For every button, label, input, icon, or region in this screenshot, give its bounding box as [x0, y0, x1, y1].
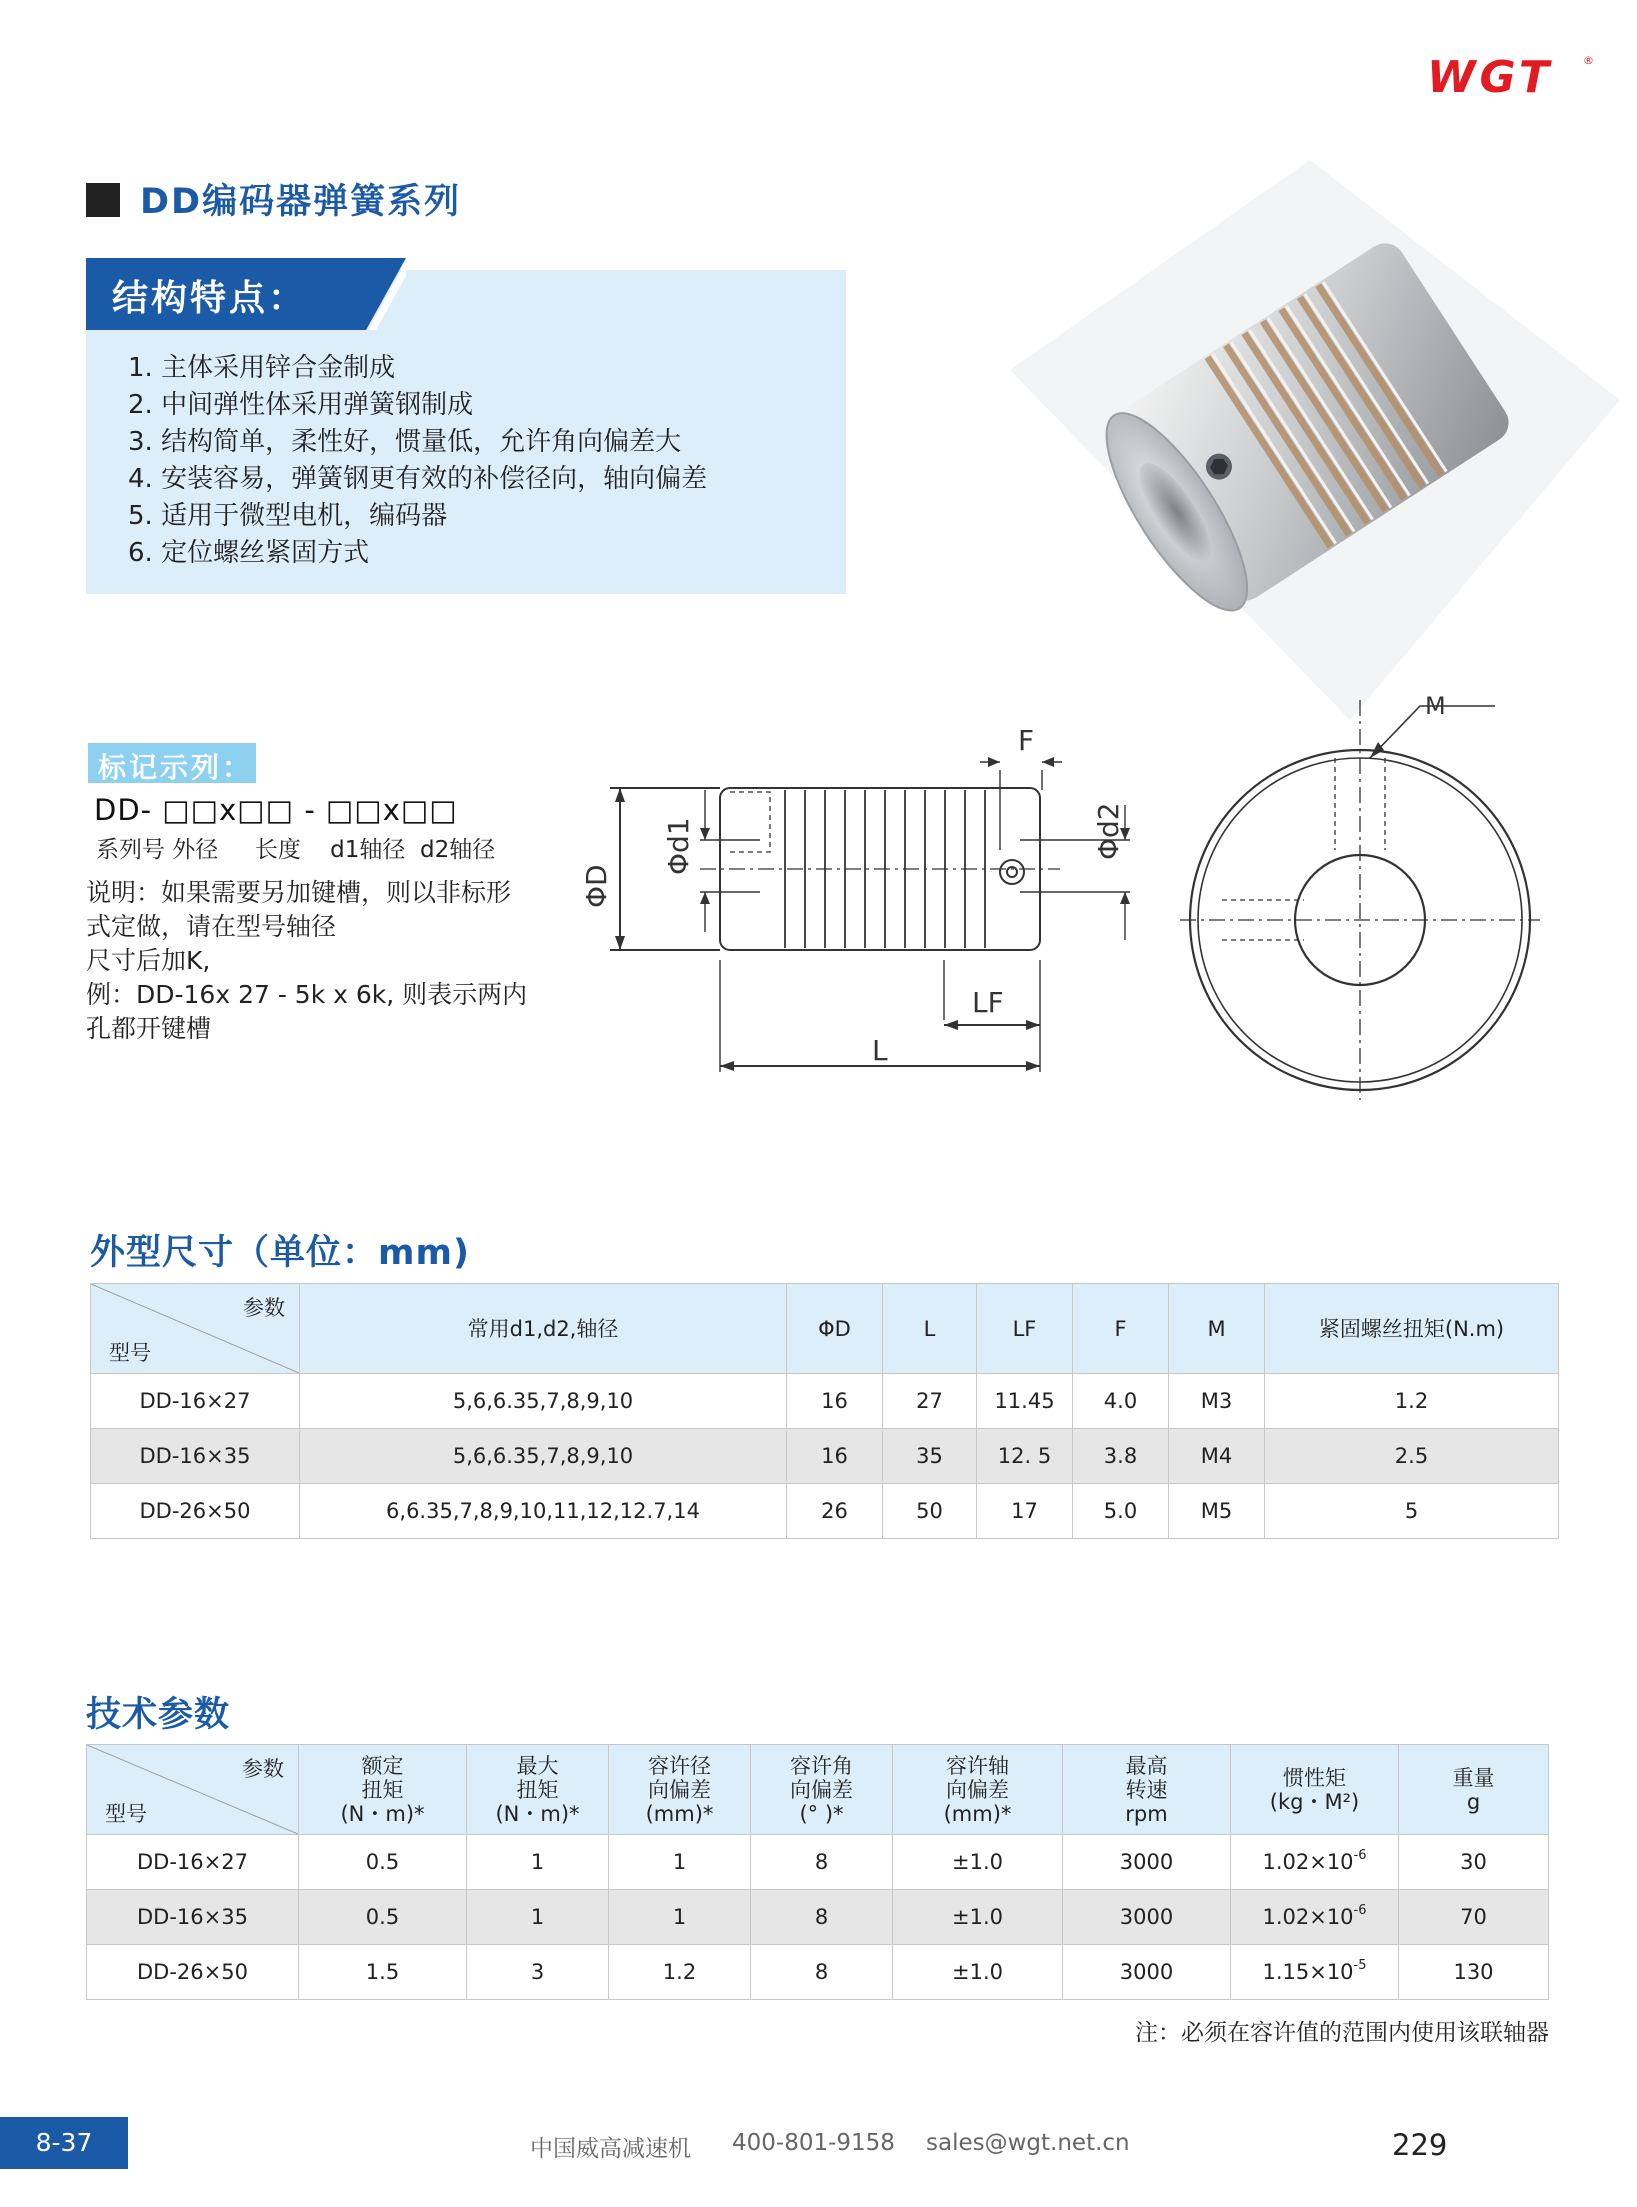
- footer-company: 中国威高减速机: [530, 2136, 691, 2162]
- marking-note: [86, 876, 546, 1046]
- cell-inertia: $1.02\times 10^{-6}$: [1231, 1890, 1399, 1945]
- cell-l: 50: [883, 1484, 977, 1539]
- table-row: [87, 1890, 1549, 1945]
- dimensions-corner-header: [91, 1284, 300, 1374]
- cell-m: M3: [1169, 1374, 1265, 1429]
- cell-max-speed: 3000: [1063, 1890, 1231, 1945]
- cell-model: DD-16×35: [91, 1429, 300, 1484]
- tech-title: 技术参数: [86, 1695, 231, 1735]
- dim-label-phi-d1: Φd1: [662, 817, 695, 875]
- cell-inertia: $1.02\times 10^{-6}$: [1231, 1835, 1399, 1890]
- usage-note: 注：必须在容许值的范围内使用该联轴器: [1135, 2020, 1549, 2046]
- cell-torque: 1.2: [1265, 1374, 1559, 1429]
- table-row: [87, 1945, 1549, 2000]
- table-row: [91, 1374, 1559, 1429]
- cell-max-torque: 3: [467, 1945, 609, 2000]
- cell-axial-dev: ±1.0: [893, 1945, 1063, 2000]
- dim-label-lf: LF: [972, 986, 1004, 1019]
- cell-axial-dev: ±1.0: [893, 1835, 1063, 1890]
- col-header-max-speed: 最高 转速 rpm: [1063, 1745, 1231, 1835]
- cell-rated-torque: 0.5: [299, 1835, 467, 1890]
- cell-radial-dev: 1.2: [609, 1945, 751, 2000]
- footer-phone: 400-801-9158: [732, 2130, 895, 2156]
- feature-item: 1. 主体采用锌合金制成: [128, 353, 396, 383]
- cell-model: DD-16×27: [87, 1835, 299, 1890]
- cell-radial-dev: 1: [609, 1835, 751, 1890]
- cell-torque: 2.5: [1265, 1429, 1559, 1484]
- cell-model: DD-26×50: [87, 1945, 299, 2000]
- feature-item: 2. 中间弹性体采用弹簧钢制成: [128, 390, 474, 420]
- cell-l: 27: [883, 1374, 977, 1429]
- dim-label-phi-d: ΦD: [580, 864, 613, 908]
- coupling-product-photo: [1010, 160, 1620, 720]
- marking-note-line: 式定做，请在型号轴径: [86, 912, 337, 941]
- cell-weight: 30: [1399, 1835, 1549, 1890]
- marking-note-line: 尺寸后加K,: [86, 946, 211, 975]
- cell-lf: 17: [977, 1484, 1073, 1539]
- cell-phi-d: 16: [787, 1374, 883, 1429]
- cell-bore: 5,6,6.35,7,8,9,10: [300, 1374, 787, 1429]
- col-header-max-torque: 最大 扭矩 (N・m)*: [467, 1745, 609, 1835]
- cell-model: DD-16×35: [87, 1890, 299, 1945]
- corner-model-label: 型号: [105, 1802, 147, 1826]
- feature-item: 4. 安装容易，弹簧钢更有效的补偿径向，轴向偏差: [128, 464, 708, 494]
- cell-max-speed: 3000: [1063, 1835, 1231, 1890]
- logo-registered-mark: ®: [1583, 54, 1594, 67]
- col-header-radial-dev: 容许径 向偏差 (mm)*: [609, 1745, 751, 1835]
- cell-axial-dev: ±1.0: [893, 1890, 1063, 1945]
- cell-max-torque: 1: [467, 1835, 609, 1890]
- col-header-inertia: 惯性矩 (kg・M²): [1231, 1745, 1399, 1835]
- features-heading: 结构特点：: [112, 278, 308, 319]
- cell-radial-dev: 1: [609, 1890, 751, 1945]
- marking-code: DD- □□x□□ - □□x□□: [94, 793, 458, 827]
- dimensions-table: [90, 1283, 1559, 1539]
- cell-l: 35: [883, 1429, 977, 1484]
- col-header-rated-torque: 额定 扭矩 (N・m)*: [299, 1745, 467, 1835]
- col-header-torque: 紧固螺丝扭矩(N.m): [1265, 1284, 1559, 1374]
- tech-table: [86, 1744, 1549, 2000]
- cell-lf: 12. 5: [977, 1429, 1073, 1484]
- cell-model: DD-16×27: [91, 1374, 300, 1429]
- technical-drawing: [580, 690, 1580, 1110]
- logo-text: WGT: [1427, 52, 1553, 100]
- marking-sublabels: 系列号 外径 长度 d1轴径 d2轴径: [96, 837, 496, 863]
- cell-model: DD-26×50: [91, 1484, 300, 1539]
- corner-param-label: 参数: [242, 1757, 284, 1781]
- cell-lf: 11.45: [977, 1374, 1073, 1429]
- marking-heading: 标记示列：: [98, 751, 254, 784]
- marking-note-line: 孔都开键槽: [86, 1014, 212, 1043]
- col-header-lf: LF: [977, 1284, 1073, 1374]
- section-page-tag: 8-37: [0, 2117, 128, 2169]
- table-row: [91, 1484, 1559, 1539]
- cell-inertia: $1.15\times 10^{-5}$: [1231, 1945, 1399, 2000]
- dim-label-m: M: [1425, 692, 1446, 720]
- table-row: [87, 1835, 1549, 1890]
- title-square-icon: [86, 183, 120, 217]
- table-row: [91, 1429, 1559, 1484]
- tech-corner-header: [87, 1745, 299, 1835]
- page-number: 229: [1392, 2128, 1448, 2162]
- cell-torque: 5: [1265, 1484, 1559, 1539]
- cell-m: M5: [1169, 1484, 1265, 1539]
- cell-f: 3.8: [1073, 1429, 1169, 1484]
- cell-weight: 70: [1399, 1890, 1549, 1945]
- cell-f: 4.0: [1073, 1374, 1169, 1429]
- corner-param-label: 参数: [243, 1296, 285, 1320]
- col-header-m: M: [1169, 1284, 1265, 1374]
- col-header-axial-dev: 容许轴 向偏差 (mm)*: [893, 1745, 1063, 1835]
- cell-angular-dev: 8: [751, 1835, 893, 1890]
- feature-item: 5. 适用于微型电机，编码器: [128, 501, 448, 531]
- col-header-angular-dev: 容许角 向偏差 (° )*: [751, 1745, 893, 1835]
- col-header-bore: 常用d1,d2,轴径: [300, 1284, 787, 1374]
- features-list: [128, 350, 707, 572]
- feature-item: 6. 定位螺丝紧固方式: [128, 538, 370, 568]
- col-header-phi-d: ΦD: [787, 1284, 883, 1374]
- dim-label-f: F: [1018, 724, 1035, 757]
- col-header-l: L: [883, 1284, 977, 1374]
- col-header-weight: 重量 g: [1399, 1745, 1549, 1835]
- page-title: DD编码器弹簧系列: [140, 182, 462, 222]
- cell-angular-dev: 8: [751, 1890, 893, 1945]
- dim-label-phi-d2: Φd2: [1092, 802, 1125, 860]
- cell-rated-torque: 1.5: [299, 1945, 467, 2000]
- cell-max-speed: 3000: [1063, 1945, 1231, 2000]
- cell-bore: 6,6.35,7,8,9,10,11,12,12.7,14: [300, 1484, 787, 1539]
- cell-f: 5.0: [1073, 1484, 1169, 1539]
- footer-email: sales@wgt.net.cn: [926, 2130, 1130, 2156]
- cell-m: M4: [1169, 1429, 1265, 1484]
- cell-max-torque: 1: [467, 1890, 609, 1945]
- cell-bore: 5,6,6.35,7,8,9,10: [300, 1429, 787, 1484]
- marking-note-line: 例：DD-16x 27 - 5k x 6k, 则表示两内: [86, 980, 528, 1009]
- cell-phi-d: 16: [787, 1429, 883, 1484]
- cell-angular-dev: 8: [751, 1945, 893, 2000]
- marking-note-line: 说明：如果需要另加键槽，则以非标形: [86, 878, 512, 907]
- feature-item: 3. 结构简单，柔性好，惯量低，允许角向偏差大: [128, 427, 682, 457]
- dimensions-title: 外型尺寸（单位：mm): [90, 1233, 470, 1273]
- brand-logo: [1425, 50, 1595, 100]
- cell-rated-torque: 0.5: [299, 1890, 467, 1945]
- cell-weight: 130: [1399, 1945, 1549, 2000]
- dim-label-l: L: [872, 1034, 888, 1067]
- corner-model-label: 型号: [109, 1341, 151, 1365]
- col-header-f: F: [1073, 1284, 1169, 1374]
- cell-phi-d: 26: [787, 1484, 883, 1539]
